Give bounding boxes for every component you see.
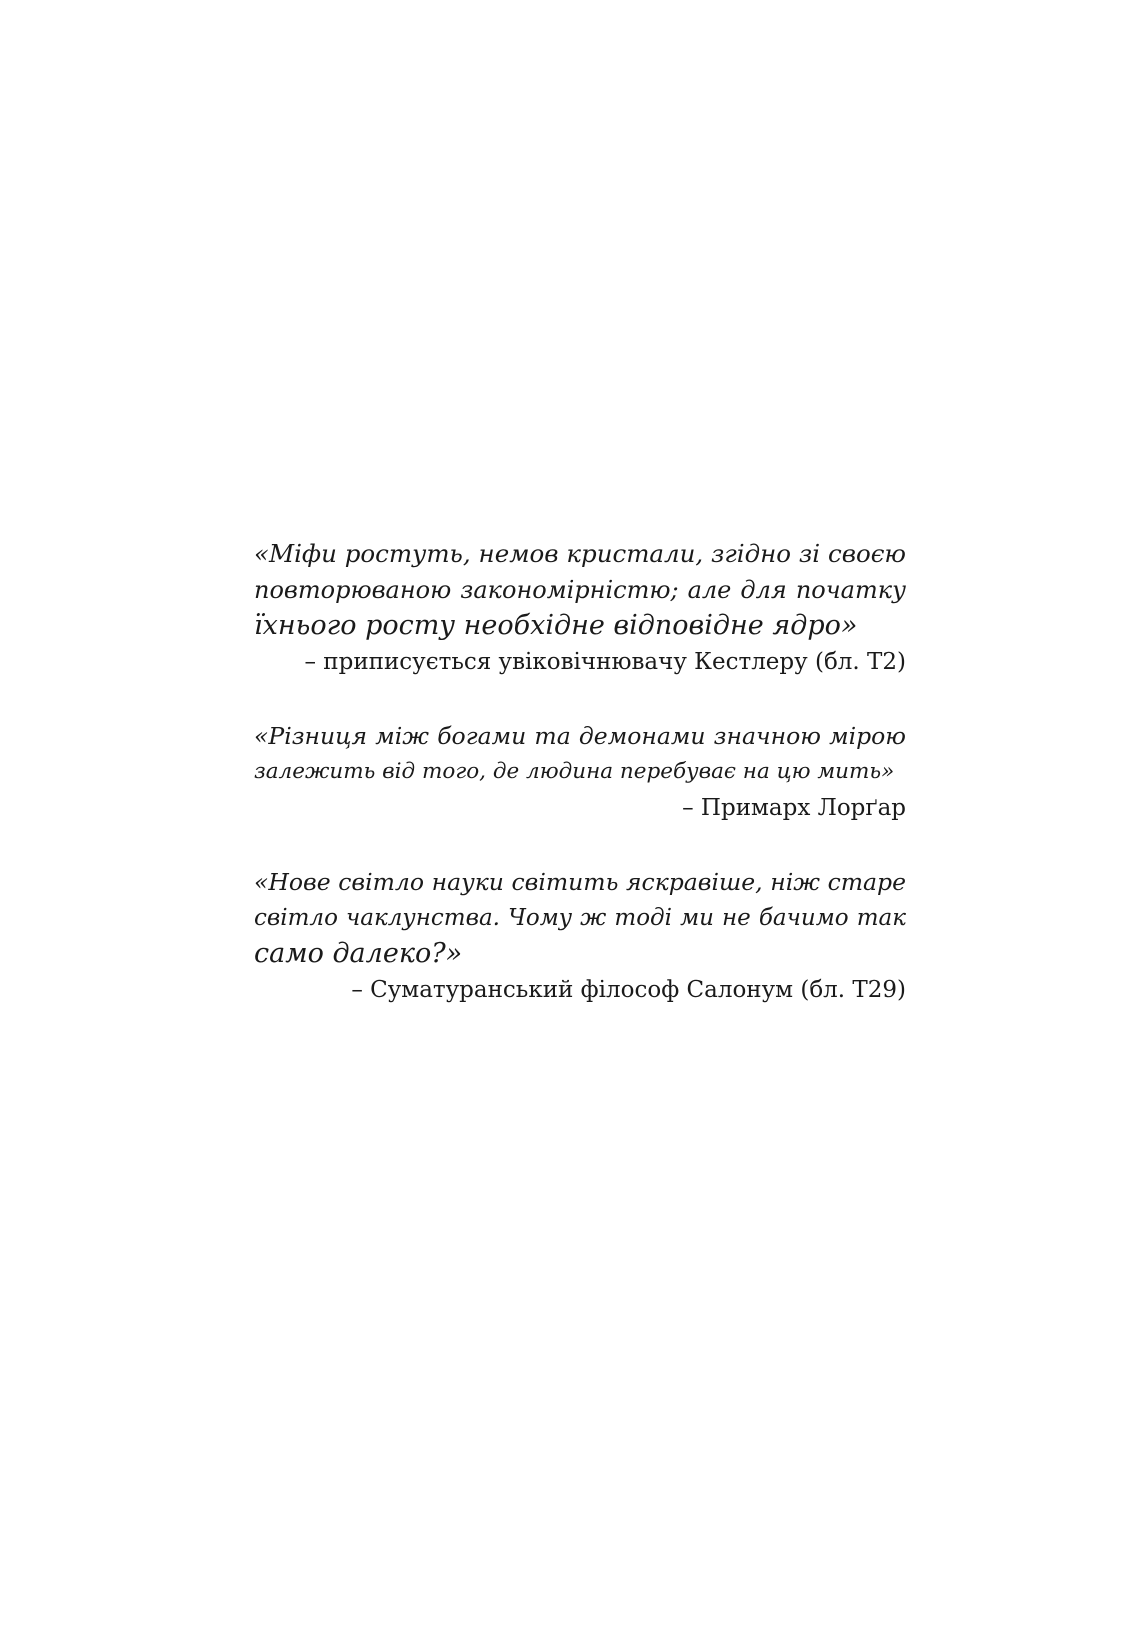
epigraph xyxy=(254,536,906,680)
quote-line: само далеко?» xyxy=(254,938,463,969)
quote-line: «Нове світло науки світить яскравіше, ніж старе xyxy=(254,868,906,896)
quote-line: їхнього росту необхідне відповідне ядро» xyxy=(254,610,858,641)
attribution: – Суматуранський філософ Салонум (бл. Т29) xyxy=(351,977,906,1003)
quote-line: «Різниця між богами та демонами значною мірою xyxy=(254,722,906,750)
quote-line: світло чаклунства. Чому ж тоді ми не бачимо так xyxy=(254,905,906,931)
quote-line: залежить від того, де людина перебуває на цю мить» xyxy=(254,759,895,784)
attribution: – приписується увіковічнювачу Кестлеру (бл. Т2) xyxy=(304,649,906,675)
quote-line: повторюваною закономірністю; але для початку xyxy=(254,576,906,604)
epigraph xyxy=(254,864,906,1008)
quote-line: «Міфи ростуть, немов кристали, згідно зі своєю xyxy=(254,539,906,568)
epigraph xyxy=(254,718,906,826)
attribution: – Примарх Лорґар xyxy=(682,795,906,821)
epigraph-block xyxy=(254,536,906,1046)
